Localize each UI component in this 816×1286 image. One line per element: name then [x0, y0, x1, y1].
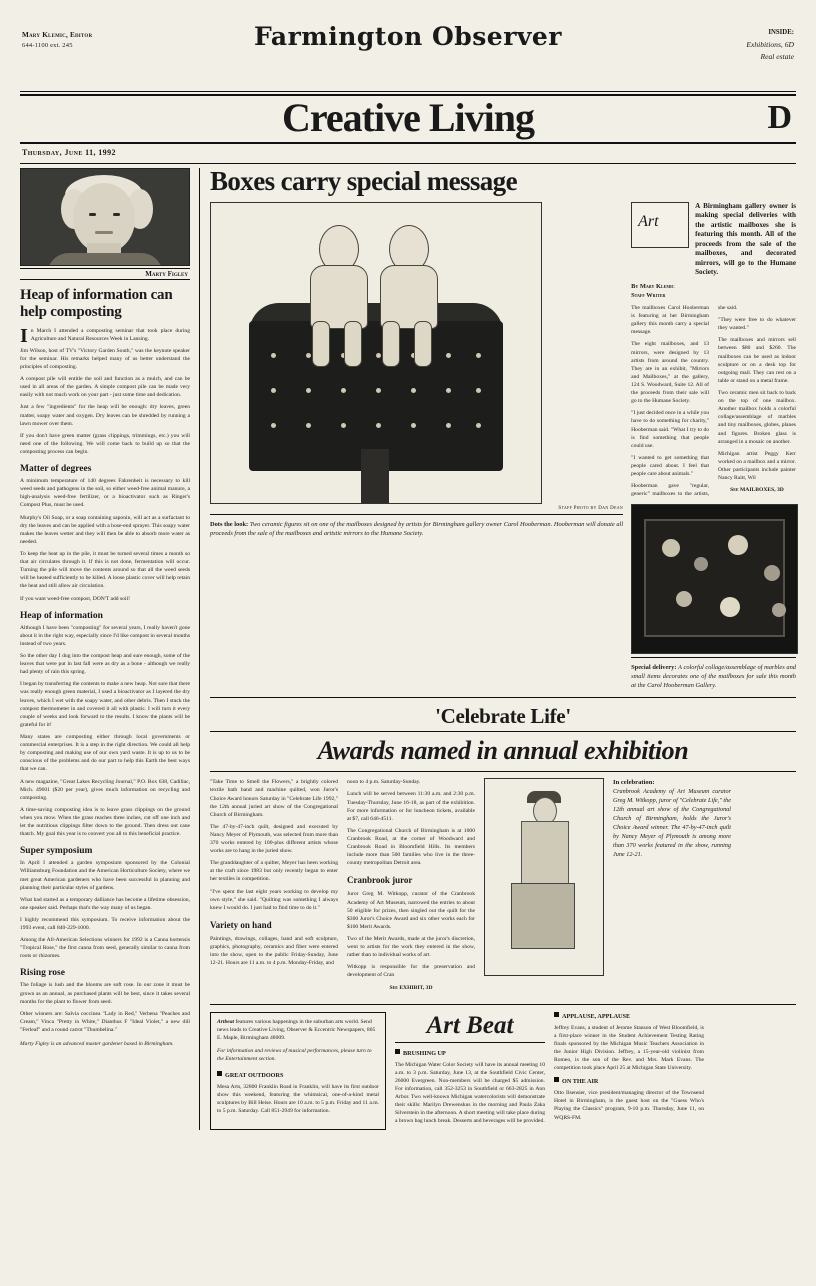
para: Other winners are: Salvia coccinea "Lady in Red," Verbena "Peaches and Cream," Vinca "Pretty in White," Dianthus F "Ideal Violet," a new dill "Ferleaf" and a round carrot "Thumbelina."	[20, 1010, 190, 1034]
mailbox-collage-photo	[631, 504, 798, 654]
top-story-photo-block	[210, 202, 623, 692]
awards-column-2	[347, 778, 475, 995]
art-beat-section	[210, 1004, 796, 1131]
para: "I've spent the last eight years working to develop my own style," she said. "Quilting was something I always knew I would do. I just had to find time to do it."	[210, 888, 338, 911]
para: A time-saving composting idea is to leave grass clippings on the ground when you mow. When the grass reaches three inches, cut off one inch and let the nutritious clippings filter down to the ground. Then dress out cane thatch. My goal this year is to convert you all to this beneficial practice.	[20, 806, 190, 838]
awards-subhead-variety: Variety on hand	[210, 919, 272, 930]
inside-teaser	[746, 28, 794, 63]
caption-lead: Dots the look:	[210, 520, 249, 528]
inside-item-0[interactable]: Exhibitions, 6D	[746, 39, 794, 49]
para: The 47-by-47-inch quilt, designed and executed by Nancy Meyer of Plymouth, was selected from more than 370 works entered by 100-plus different artists whose works are to hang in the juried show.	[210, 823, 338, 855]
para: The eight mailboxes, and 13 mirrors, were designed by 13 artists from around the country. They are in an exhibit, "Mirrors and Mailboxes," at the gallery, 124 S. Woodward, Suite 12. All of the proceeds from their sale will go to the Humane Society.	[631, 341, 710, 405]
para: The granddaughter of a quilter, Meyer has been working at the craft since 1983 but only recently began to enter her textiles in competition.	[210, 860, 338, 883]
art-beat-item-1-head: BRUSHING UP	[395, 1049, 545, 1059]
dateline-rule	[20, 163, 796, 164]
art-beat-item-0-text: Mesa Arts, 32800 Franklin Road in Franklin, will have its first outdoor show this weekend, featuring the whimsical, one-of-a-kind metal sculptures by Bill Heise. Hours are 10 a.m. to 5 p.m. Friday and 11 a.m. to 5 p.m. Saturday. Call 851-2949 for information.	[217, 1084, 379, 1115]
para: Although I have been "composting" for several years, I really haven't gone about it in the right way, especially since I'd like compost in several months instead of two years.	[20, 624, 190, 647]
para: The mailboxes and mirrors sell between $80 and $260. The mailboxes can be used as indoor sculpture or on a desk top for outgoing mail. They can rest on a table or stand on a metal frame.	[718, 337, 796, 384]
art-beat-intro-title: Artbeat	[217, 1018, 235, 1025]
para: Two of the Merit Awards, made at the juror's discretion, went to artists for the work they entered in the show, rather than to individual works of art.	[347, 935, 475, 959]
para: Hooberman gave "regular, generic" mailboxes to the artists, she said.	[631, 304, 738, 498]
lead-para-2: A compost pile will entitle the soil and function as a mulch, and can be used in all areas of the garden. A simple compost pile can be made very easily with not much work on your part - just some time and dedication.	[20, 376, 190, 399]
para: "I just decided once in a while you have to do something for charity," Hooberman said. "What I try to do is find something that people could use.	[631, 410, 710, 449]
awards-sidebar-head: In celebration:	[613, 779, 655, 787]
para: If you want weed-free compost, DON'T add soil!	[20, 595, 130, 602]
para: Paintings, drawings, collages, hand and soft sculpture, graphics, photography, ceramics and fiber were entered into the show, open to the public Friday-Sunday, June 12-21. Hours are 11 a.m. to 4 p.m. Monday-Friday, and	[210, 935, 338, 967]
jump-line[interactable]: See EXHIBIT, 3D	[389, 984, 433, 991]
para: Michigan artist Peggy Kerr worked on a mailbox and a mirror. Other participants include painter Nancy Raitt, Wil	[718, 450, 796, 482]
photo-wide-caption	[631, 661, 796, 691]
left-subhead-0: Matter of degrees	[20, 464, 92, 475]
para: "I wanted to get something that people cared about. I feel that people care about animals."	[631, 454, 710, 478]
inside-item-1[interactable]: Real estate	[760, 52, 794, 62]
top-story-body	[631, 304, 796, 498]
byline	[631, 283, 796, 301]
para: I began by transferring the contents to make a new heap. Not sure that there was really enough green material, I used a bioactivator as I layered the dry leaves, which I wet with the soapy water, and other debris. Then I stuck the compost thermometer in and covered it all with plastic. I will turn it every couple of weeks and look forward to the results. I know the plants will be grateful for it!	[20, 681, 190, 728]
caption-lead: Special delivery:	[631, 664, 677, 672]
columnist-signature: Marty Figley is an advanced master gardener based in Birmingham.	[20, 1041, 174, 1048]
lead-para-1: Jim Wilson, host of TV's "Victory Garden South," was the keynote speaker for the seminar. His remarks helped many of us better understand the principles of composting.	[20, 347, 190, 371]
paper-name-text: Farmington Observer	[254, 22, 562, 51]
jump-line[interactable]: See MAILBOXES, 3D	[730, 487, 784, 494]
top-story-deck: A Birmingham gallery owner is making special deliveries with the artistic mailboxes she is featuring this month. All of the proceeds from the sale of the mailboxes, and decorated mirrors, will go to the Humane Society.	[695, 201, 796, 277]
left-lead	[20, 324, 190, 457]
left-subhead-2: Super symposium	[20, 846, 93, 857]
para: The mailboxes Carol Hooberman is featuring at her Birmingham gallery this month carry a special message.	[631, 304, 710, 336]
columnist-strip: Marty Figley	[20, 268, 190, 280]
artist-signature-mark: Art	[631, 202, 689, 248]
dateline: Thursday, June 11, 1992	[22, 148, 116, 157]
para: Murphy's Oil Soap, or a soap containing saponin, will act as a surfactant to dry the leaves and can be applied with a hose-end sprayer. This soapy water makes the leaves wetter and they will then be able to absorb more water as needed.	[20, 514, 190, 545]
art-beat-column-2	[554, 1012, 704, 1131]
para: The foliage is lush and the blooms are soft rose. In our zone it must be grown as an annual, as purchased plants will be best, since it takes several months for the plant to flower from seed.	[20, 982, 190, 1005]
awards-sidebar-text: Cranbrook Academy of Art Museum curator Greg M. Witkopp, juror of "Celebrate Life," the 12th annual art show of the Congregational Church of Birmingham, holds the Juror's Choice Award winner. The 47-by-47-inch quilt by Nancy Meyer of Plymouth is among more than 370 works featured in the show, running June 12-21.	[613, 787, 731, 858]
para: Witkopp is responsible for the preservation and development of Cran	[347, 964, 475, 979]
para: To keep the heat up in the pile, it must be turned several times a month so that air circulates through it. If this is not done, fermentation will occur. Turning the pile will move the contents around so that all the weed seeds will be heated sufficiently to be killed. A loose plastic cover will help retain the heat and still allow air circulation.	[20, 551, 190, 590]
section-header	[20, 96, 796, 140]
para: I highly recommend this symposium. To receive information about the 1993 event, call 840-229-1000.	[20, 916, 190, 932]
art-beat-item-1-text: The Michigan Water Color Society will have its annual meeting 10 a.m. to 3 p.m. Saturday, June 13, at the Southfield Civic Center, 26000 Evergreen. Non-members will be charged $5 admission. For information, call 352-3253 in Southfield or 663-2825 in Ann Arbor. Two well-known Michigan watercolorists will demonstrate their skills: Marilyn Drewenskus in the morning and Paula Zaka Silverstein in the afternoon. A short meeting will take place during a brown bag lunch break. Desserts and beverages will be provided.	[395, 1061, 545, 1125]
awards-body	[210, 778, 796, 995]
awards-subhead-juror: Cranbrook juror	[347, 875, 413, 886]
art-beat-logo: Art Beat	[395, 1012, 545, 1043]
para: A minimum temperature of 140 degrees Fahrenheit is necessary to kill weed seeds and pathogens in the soil, so either weed-free animal manure, a high-analysis weed-free fertilizer, or a bioactivator such as Ringer's Compost Plus, must be used.	[20, 478, 190, 509]
top-story-text-block	[631, 202, 796, 692]
para: "Take Time to Smell the Flowers," a brightly colored textile bath band and machine quilted, won Juror's Choice Award honors Saturday in "Celebrate Life 1992," the 12th annual juried art show of the Congregational Church of Birmingham.	[210, 779, 338, 818]
para: Many states are composting either through local governments or commercial enterprises. It is a step in the right direction. We could all help by composting and making use of our own yard waste. It is up to us to be conscious of the problems and do our part to help this Earth the best ways that we can.	[20, 733, 190, 773]
editor-credit	[22, 30, 92, 51]
awards-sidebar	[613, 778, 731, 995]
juror-holding-quilt-photo	[484, 778, 604, 976]
para: noon to 4 p.m. Saturday-Sunday.	[347, 779, 421, 786]
paper-name	[20, 18, 796, 52]
mailbox-figures-photo	[210, 202, 542, 504]
art-beat-intro-note: For information and reviews of musical performances, please turn to the Entertainment section.	[217, 1047, 372, 1063]
celebrate-kicker: 'Celebrate Life'	[435, 704, 571, 729]
art-beat-item-2-text: Jeffrey Evans, a student of Jerome Stanson of West Bloomfield, is a first-place winner in the Student Achievement Testing Rating finals sponsored by the Michigan Music Teachers Association in the Junior High Division. Jeffrey, a 15-year-old violinist from Romeo, is the son of the Rev. and Mrs. Mark Evans. The competition took place April 25 at Michigan State University.	[554, 1024, 704, 1072]
caption-text: Two ceramic figures sit on one of the mailboxes designed by artists for Birmingham gallery owner Carol Hooberman. Hooberman will donate all proceeds from the sale of the mailboxes and artistic mirrors to the Humane Society.	[210, 520, 624, 537]
para: A new magazine, "Great Lakes Recycling Journal," P.O. Box 638, Cadillac, Mich. 49601 ($20 per year), gives much information on recycling and composting.	[20, 778, 190, 801]
para: "They were free to do whatever they wanted."	[718, 317, 796, 332]
lead-para-0: n March I attended a composting seminar that took place during Agriculture and Natural Resources Week in Lansing.	[30, 327, 190, 342]
column-right	[200, 168, 796, 1130]
columnist-portrait	[20, 168, 190, 266]
left-body-0	[20, 477, 190, 603]
art-beat-logo-block	[395, 1012, 545, 1131]
awards-column-1	[210, 778, 338, 995]
section-letter: D	[767, 99, 792, 136]
para: In April I attended a garden symposium sponsored by the Colonial Williamsburg Foundation and the American Horticulture Society, where we met great American gardeners who have been successful in planning and planning their particular styles of gardens.	[20, 860, 190, 891]
art-beat-item-3-text: Otto Ilsensier, vice president/managing director of the Townsend Hotel in Birmingham, is the guest host on the "Guess Who's Playing the Classics" program, 9-10 p.m. Thursday, June 11, on WQRS-FM.	[554, 1090, 704, 1121]
para: Juror Greg M. Witkopp, curator of the Cranbrook Academy of Art Museum, narrowed the entries to about 50 eligible for prizes, then singled out the quilt for the $300 Juror's Choice Award and six other works each for $100 Merit Awards.	[347, 891, 475, 930]
left-body-2	[20, 859, 190, 960]
art-beat-item-0-head: GREAT OUTDOORS	[217, 1071, 379, 1081]
column-left	[20, 168, 200, 1130]
para: Among the All-American Selections winners for 1992 is a Canna hortensis "Tropical Rose," the first canna from seed, generally similar to canna from roots or rhizomes.	[20, 937, 190, 960]
editor-name: Mary Klemic, Editor	[22, 31, 93, 39]
masthead-rule-top	[20, 91, 796, 92]
art-beat-column-1	[395, 1049, 545, 1126]
awards-headline: Awards named in annual exhibition	[210, 731, 796, 772]
left-subhead-1: Heap of information	[20, 610, 103, 621]
awards-photo-block	[484, 778, 604, 995]
left-headline: Heap of information can help composting	[20, 287, 173, 320]
art-beat-intro-text: features various happenings in the suburban arts world. Send news leads to Creative Living, Observer & Eccentric Newspapers, 805 E. Maple, Birmingham 48009.	[217, 1018, 376, 1041]
para: What had started as a temporary dalliance has become a lifetime obsession, one speaker said. Perhaps that's the way many of us began.	[20, 896, 190, 911]
para: The Congregational Church of Birmingham is at 1000 Cranbrook Road, at the corner of Woodward and Cranbrook Road in Bloomfield Hills. Its members include more than 500 families who live in the three-county metropolitan Detroit area.	[347, 827, 475, 867]
para: Two ceramic men sit back to back on the top of one mailbox. Another mailbox holds a colorful collage/assemblage of marbles and tiny mailboxes, globes, planes and figures. Broken glass is arranged in a mosaic on another.	[718, 389, 796, 445]
drop-cap: I	[20, 324, 28, 347]
art-beat-item-3-head: ON THE AIR	[554, 1077, 704, 1087]
masthead	[20, 18, 796, 88]
photo-credit: Staff Photo by Dan Dean	[558, 505, 624, 511]
left-body-1	[20, 624, 190, 839]
top-story-headline: Boxes carry special message	[210, 166, 517, 196]
para: Lunch will be served between 11:30 a.m. and 2:30 p.m. Tuesday-Thursday, June 16-18, as part of the exhibition. For more information or for luncheon tickets, available at $7, call 646-4511.	[347, 791, 475, 822]
lead-para-3: Just a few "ingredients" for the heap will be enough: dry leaves, green matter, soapy water and oxygen. Dry leaves can be shredded by running a lawn mower over them.	[20, 404, 190, 427]
art-beat-info-box	[210, 1012, 386, 1131]
left-body-3	[20, 981, 190, 1034]
editor-phone: 644-1100 ext. 245	[22, 41, 73, 49]
para: So the other day I dug into the compost heap and sure enough, some of the leaves that were put in last fall were as dry as a bone - although we really had plenty of rain this spring.	[20, 652, 190, 676]
left-subhead-3: Rising rose	[20, 968, 65, 979]
byline-title: Staff Writer	[631, 292, 666, 299]
art-beat-item-2-head: APPLAUSE, APPLAUSE	[554, 1012, 704, 1022]
byline-name: By Mary Klemic	[631, 283, 675, 291]
lead-para-4: If you don't have green matter (grass clippings, trimmings, etc.) you will need one of the following. We will come back to build up so that the composting process can begin.	[20, 432, 190, 456]
inside-label: INSIDE:	[768, 29, 794, 36]
section-title: Creative Living	[281, 95, 534, 140]
photo-main-caption	[210, 518, 623, 539]
caption-text: A colorful collage/assemblage of marbles and small items decorates one of the mailboxes for sale this month at the Carol Hooberman Gallery.	[631, 664, 796, 690]
